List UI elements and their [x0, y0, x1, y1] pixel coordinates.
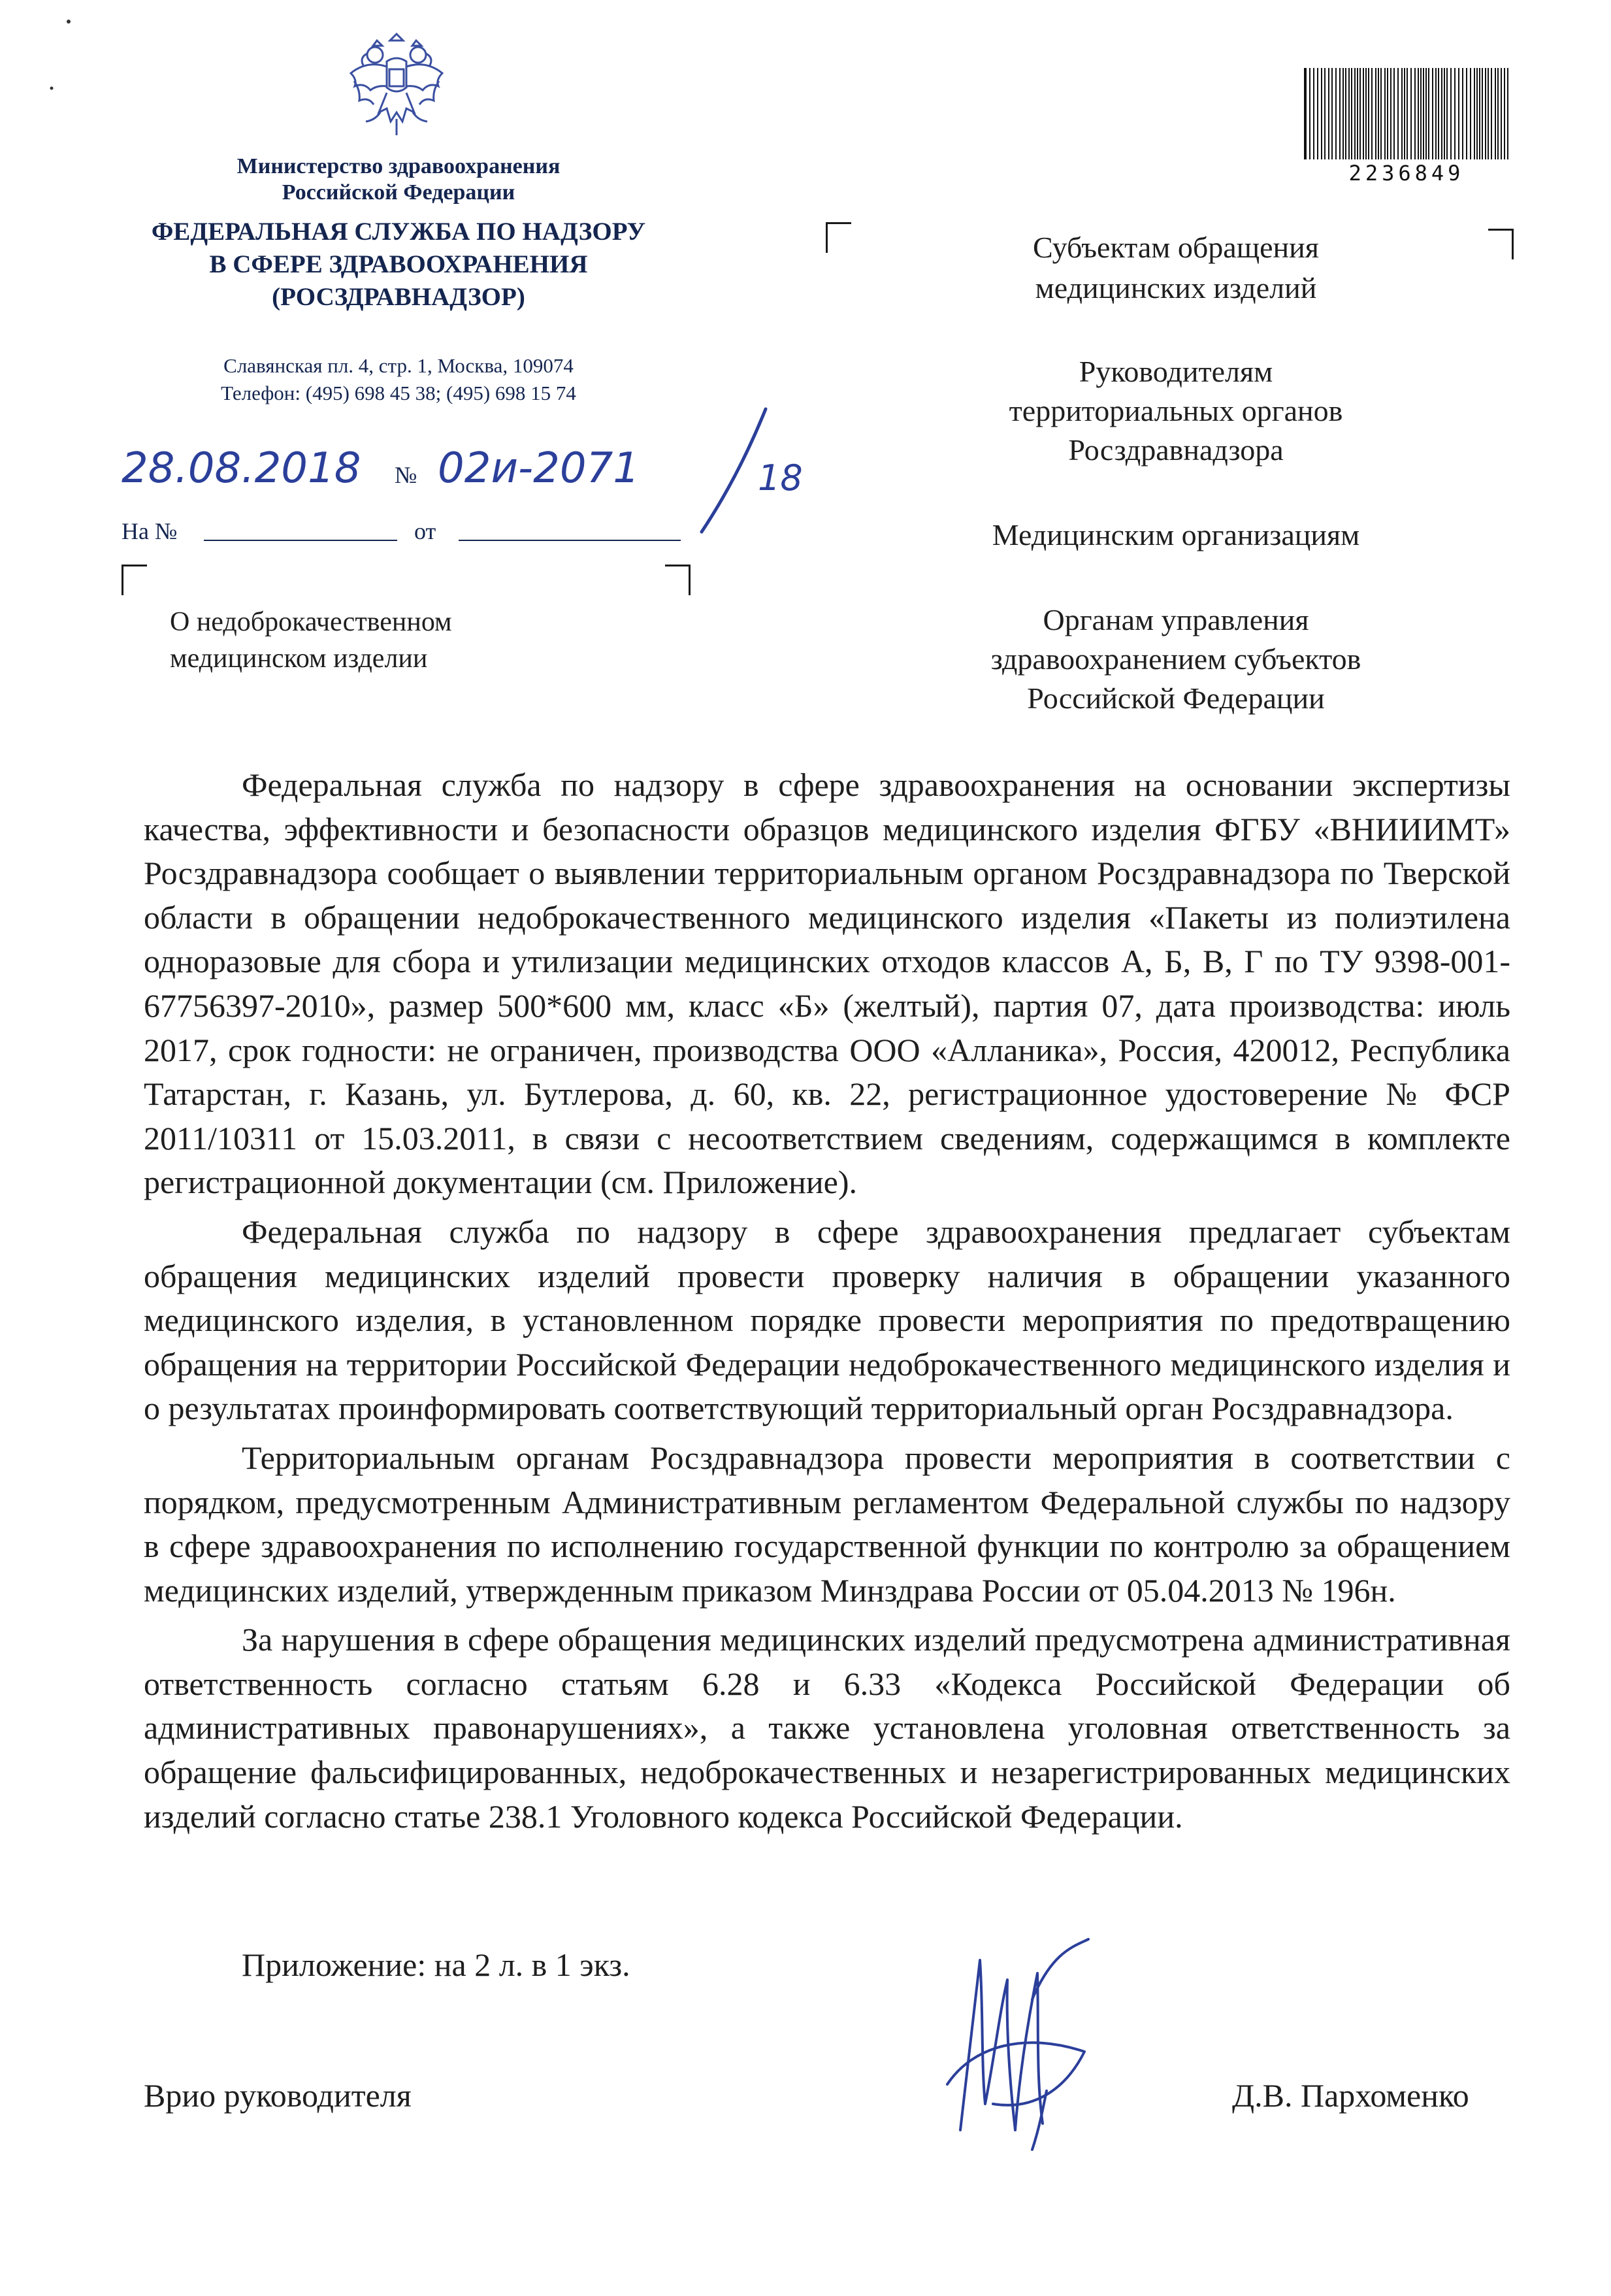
barcode-bar — [1501, 68, 1502, 159]
barcode-bar — [1454, 68, 1456, 159]
barcode-bar — [1401, 68, 1403, 159]
barcode-bar — [1466, 68, 1467, 159]
barcode-bar — [1339, 68, 1341, 159]
barcode-bar — [1444, 68, 1445, 159]
barcode-bar — [1390, 68, 1391, 159]
registration-date: 28.08.2018 — [122, 444, 361, 493]
barcode-bar — [1328, 68, 1329, 159]
body-paragraph: За нарушения в сфере обращения медицинских изделий предусмотрена административная ответственность согласно статьям 6.28 и 6.33 «Кодекса Российской Федерации об административных правонарушениях», а также установлена уголовная ответственность за обращение фальсифицированных, недоброкачественных и незарегистрированных медицинских изделий согласно статье 238.1 Уголовного кодекса Российской Федерации. — [144, 1621, 1510, 1835]
barcode-bar — [1491, 68, 1492, 159]
barcode-bar — [1474, 68, 1475, 159]
barcode-bar — [1324, 68, 1326, 159]
barcode-number: 2236849 — [1348, 161, 1465, 186]
addressee-line: Субъектам обращения — [1033, 231, 1319, 264]
letter-subject-line-2: медицинском изделии — [170, 644, 428, 674]
reference-number-blank — [204, 540, 397, 541]
barcode-bar — [1458, 68, 1459, 159]
barcode-bar — [1393, 68, 1395, 159]
barcode-bar — [1441, 68, 1442, 159]
barcode-bar — [1348, 68, 1350, 159]
barcode-bar — [1309, 68, 1310, 159]
service-name-line-2: В СФЕРЕ ЗДРАВООХРАНЕНИЯ — [209, 250, 588, 278]
registration-number-suffix: 18 — [758, 457, 803, 499]
barcode-bar — [1423, 68, 1424, 159]
barcode-bar — [1425, 68, 1427, 159]
barcode-bar — [1342, 68, 1344, 159]
signer-position: Врио руководителя — [144, 2077, 412, 2114]
signer-name: Д.В. Пархоменко — [1232, 2077, 1469, 2114]
addressee-line: Медицинским организациям — [992, 518, 1360, 551]
barcode-bar — [1428, 68, 1429, 159]
barcode-bar — [1414, 68, 1416, 159]
barcode-bar — [1482, 68, 1483, 159]
barcode-bar — [1476, 68, 1478, 159]
service-address: Славянская пл. 4, стр. 1, Москва, 109074 — [223, 354, 574, 377]
double-headed-eagle-emblem-icon — [341, 21, 452, 145]
barcode-bar — [1380, 68, 1382, 159]
body-paragraph: Федеральная служба по надзору в сфере здравоохранения предлагает субъектам обращения медицинских изделий провести проверку наличия в обращении указанного медицинского изделия, в установленном порядке провести мероприятия по предотвращению обращения на территории Российской Федерации недоброкачественного медицинского изделия и о результатах проинформировать соответствующий территориальный орган Росздравнадзора. — [144, 1213, 1510, 1427]
barcode-bar — [1357, 68, 1358, 159]
barcode-bar — [1479, 68, 1480, 159]
barcode-bar — [1345, 68, 1346, 159]
barcode-bar — [1418, 68, 1419, 159]
barcode-bar — [1488, 68, 1489, 159]
subject-corner-bracket-right — [665, 565, 691, 595]
barcode-bar — [1378, 68, 1379, 159]
barcode-bar — [1354, 68, 1356, 159]
scan-speck — [48, 85, 55, 91]
letter-body — [144, 763, 1510, 1844]
reference-date-label: от — [414, 518, 436, 544]
addressee-corner-bracket-left — [826, 222, 851, 253]
reference-number-label: На № — [122, 518, 178, 544]
service-name-line-1: ФЕДЕРАЛЬНАЯ СЛУЖБА ПО НАДЗОРУ — [151, 218, 646, 246]
barcode-bar — [1313, 68, 1314, 159]
barcode-bar — [1359, 68, 1361, 159]
number-sign: № — [395, 462, 417, 488]
barcode-bar — [1495, 68, 1496, 159]
barcode-bar — [1497, 68, 1499, 159]
barcode-bar — [1462, 68, 1463, 159]
barcode-bar — [1363, 68, 1364, 159]
ministry-name-line-2: Российской Федерации — [282, 180, 515, 205]
letter-subject-line-1: О недоброкачественном — [170, 607, 452, 637]
barcode-bar — [1404, 68, 1405, 159]
addressee-corner-bracket-right — [1488, 229, 1514, 259]
subject-corner-bracket-left — [122, 565, 147, 595]
body-paragraph: Территориальным органам Росздравнадзора провести мероприятия в соответствии с порядком, предусмотренным Административным регламентом Федеральной службы по надзору в сфере здравоохранения по исполнению государственной функции по контролю за обращением медицинских изделий, утвержденным приказом Минздрава России от 05.04.2013 № 196н. — [144, 1439, 1510, 1609]
barcode-bar — [1384, 68, 1386, 159]
scan-speck — [65, 18, 72, 25]
addressee-line: Росздравнадзора — [1068, 433, 1284, 467]
barcode-bar — [1450, 68, 1452, 159]
barcode-bar — [1304, 68, 1307, 159]
barcode-bar — [1368, 68, 1369, 159]
barcode-bar — [1387, 68, 1388, 159]
addressee-line: здравоохранением субъектов — [990, 642, 1361, 676]
barcode-bar — [1317, 68, 1318, 159]
body-paragraph: Федеральная служба по надзору в сфере здравоохранения на основании экспертизы качества, эффективности и безопасности образцов медицинского изделия ФГБУ «ВНИИИМТ» Росздравнадзора сообщает о выявлении территориальным органом Росздравнадзора по Тверской области в обращении недоброкачественного медицинского изделия «Пакеты из полиэтилена одноразовые для сбора и утилизации медицинских отходов классов А, Б, В, Г по ТУ 9398-001-67756397-2010», размер 500*600 мм, класс «Б» (желтый), партия 07, дата производства: июль 2017, срок годности: не ограничен, производства ООО «Алланика», Россия, 420012, Республика Татарстан, г. Казань, ул. Бутлерова, д. 60, кв. 22, регистрационное удостоверение № ФСР 2011/10311 от 15.03.2011, в связи с несоответствием сведениям, содержащимся в комплекте регистрационной документации (см. Приложение). — [144, 766, 1510, 1201]
barcode-bar — [1504, 68, 1505, 159]
barcode-bar — [1335, 68, 1337, 159]
addressee-line: медицинских изделий — [1035, 271, 1317, 304]
barcode-bar — [1331, 68, 1333, 159]
service-phone: Телефон: (495) 698 45 38; (495) 698 15 74 — [221, 382, 576, 404]
barcode-bar — [1470, 68, 1471, 159]
barcode-bar — [1432, 68, 1433, 159]
barcode-bar — [1446, 68, 1448, 159]
barcode-bar — [1438, 68, 1439, 159]
barcode-bar — [1375, 68, 1376, 159]
barcode-bar — [1420, 68, 1422, 159]
barcode-bar — [1351, 68, 1352, 159]
barcode-bar — [1410, 68, 1412, 159]
registration-number: 02и-2071 — [438, 444, 640, 493]
appendix-note: Приложение: на 2 л. в 1 экз. — [242, 1946, 630, 1983]
reference-date-blank — [459, 540, 681, 541]
service-name-line-3: (РОСЗДРАВНАДЗОР) — [272, 283, 525, 311]
barcode-bar — [1435, 68, 1437, 159]
barcode-bar — [1371, 68, 1373, 159]
ministry-name-line-1: Министерство здравоохранения — [236, 154, 561, 178]
addressee-line: территориальных органов — [1009, 394, 1343, 427]
barcode-icon — [1303, 68, 1510, 159]
addressee-line: Руководителям — [1079, 355, 1273, 388]
barcode-bar — [1485, 68, 1486, 159]
barcode-bar — [1397, 68, 1399, 159]
barcode-bar — [1365, 68, 1367, 159]
barcode-bar — [1321, 68, 1322, 159]
barcode-bar — [1407, 68, 1408, 159]
handwritten-signature — [934, 1934, 1098, 2169]
addressee-line: Российской Федерации — [1027, 681, 1325, 715]
addressee-line: Органам управления — [1043, 603, 1309, 636]
barcode-bar — [1507, 68, 1508, 159]
